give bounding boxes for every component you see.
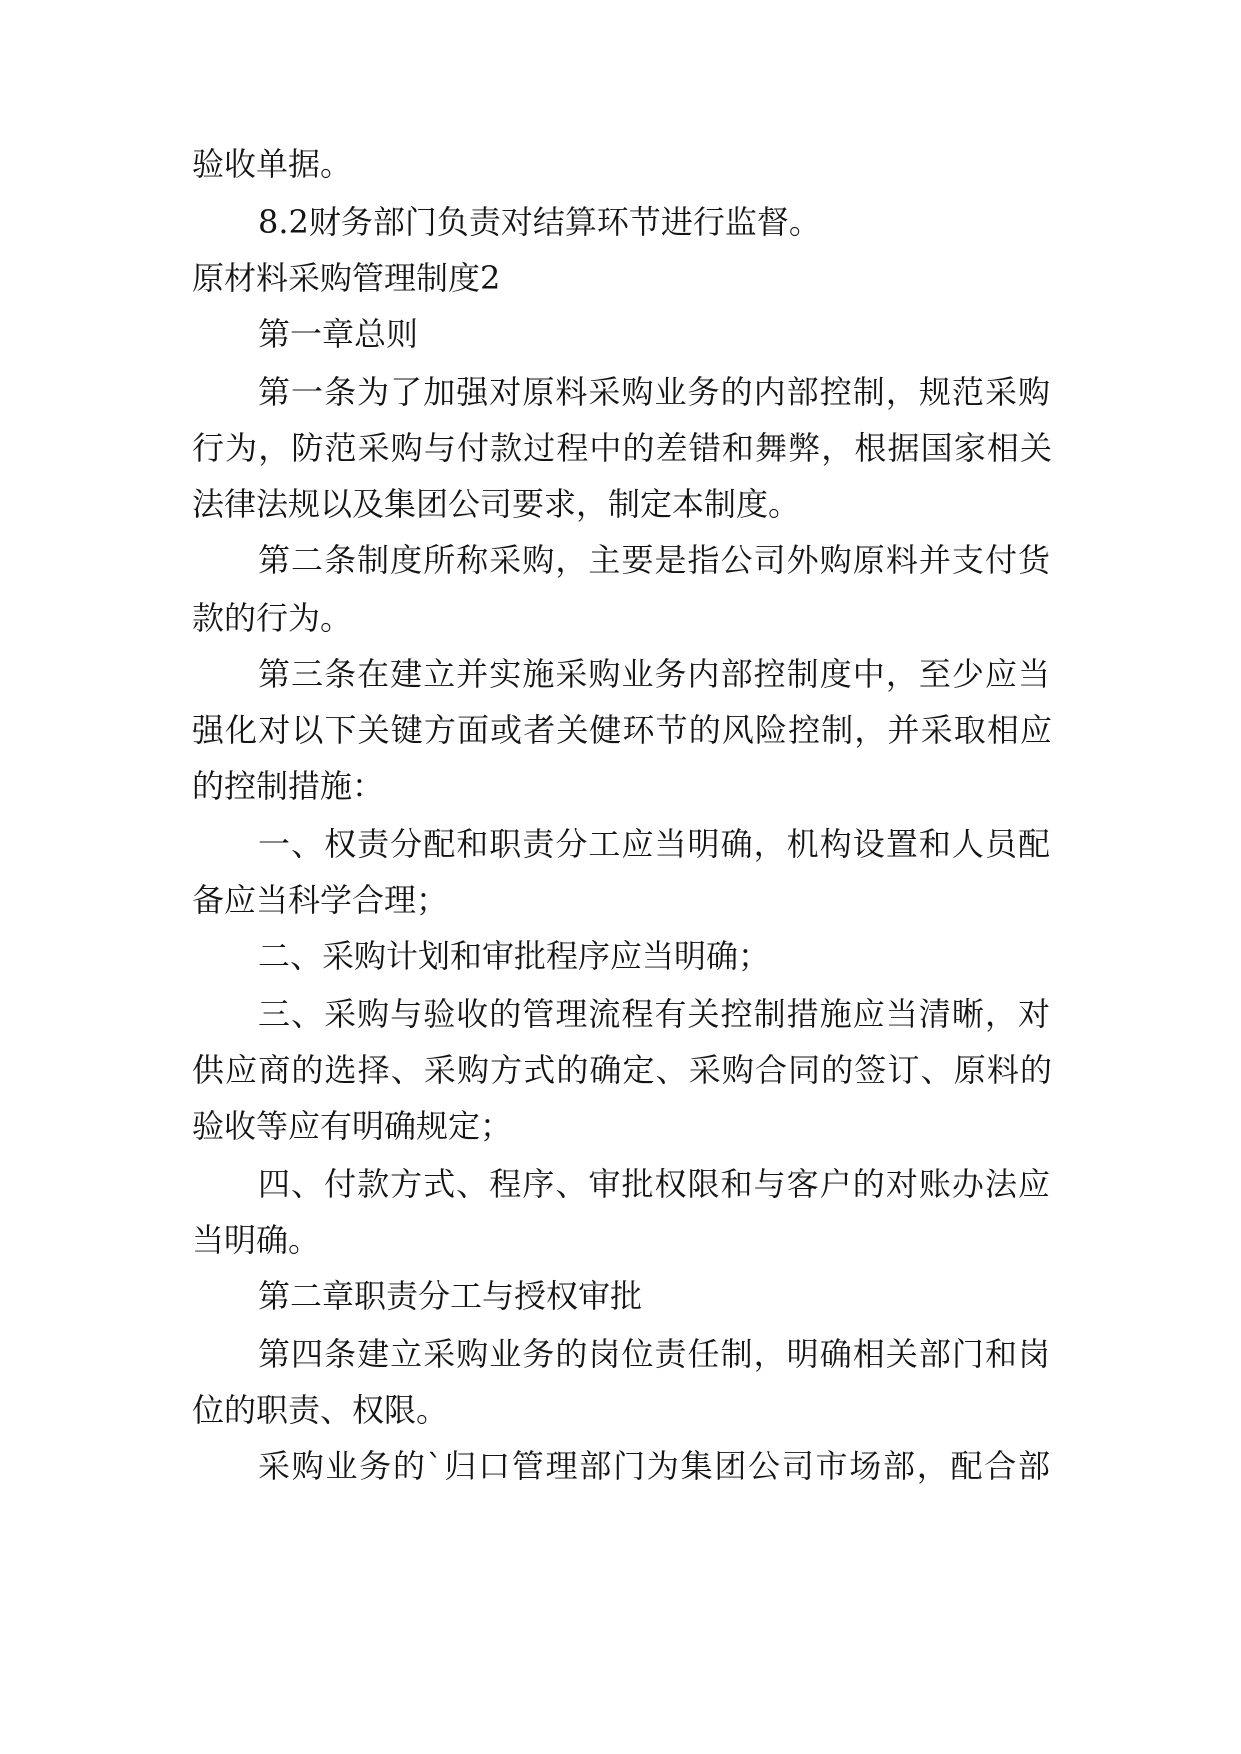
text-line: 四、付款方式、程序、审批权限和与客户的对账办法应 [258,1165,1050,1203]
section-heading: 原材料采购管理制度2 [192,259,501,297]
text-line: 第一条为了加强对原料采购业务的内部控制，规范采购 [258,373,1050,411]
text-line: 采购业务的`归口管理部门为集团公司市场部，配合部 [258,1447,1050,1485]
text-line: 位的职责、权限。 [192,1391,449,1429]
text-line: 验收等应有明确规定； [192,1107,513,1145]
chapter-heading: 第一章总则 [258,315,419,353]
text-line: 第二条制度所称采购，主要是指公司外购原料并支付货 [258,541,1050,579]
text-line: 一、权责分配和职责分工应当明确，机构设置和人员配 [258,825,1050,863]
text-line: 备应当科学合理； [192,881,449,919]
text-line: 款的行为。 [192,599,353,637]
text-line: 的控制措施： [192,767,385,805]
text-line: 验收单据。 [192,145,353,183]
text-line: 二、采购计划和审批程序应当明确； [258,937,771,975]
text-line: 行为，防范采购与付款过程中的差错和舞弊，根据国家相关 [192,429,1052,467]
text-line: 当明确。 [192,1221,321,1259]
text-line: 第四条建立采购业务的岗位责任制，明确相关部门和岗 [258,1335,1050,1373]
chapter-heading: 第二章职责分工与授权审批 [258,1277,643,1315]
text-line: 三、采购与验收的管理流程有关控制措施应当清晰，对 [258,995,1050,1033]
text-line: 强化对以下关键方面或者关健环节的风险控制，并采取相应 [192,711,1052,749]
text-line: 供应商的选择、采购方式的确定、采购合同的签订、原料的 [192,1051,1052,1089]
text-line: 第三条在建立并实施采购业务内部控制度中，至少应当 [258,655,1050,693]
text-line: 8.2财务部门负责对结算环节进行监督。 [258,203,821,241]
text-line: 法律法规以及集团公司要求，制定本制度。 [192,485,801,523]
